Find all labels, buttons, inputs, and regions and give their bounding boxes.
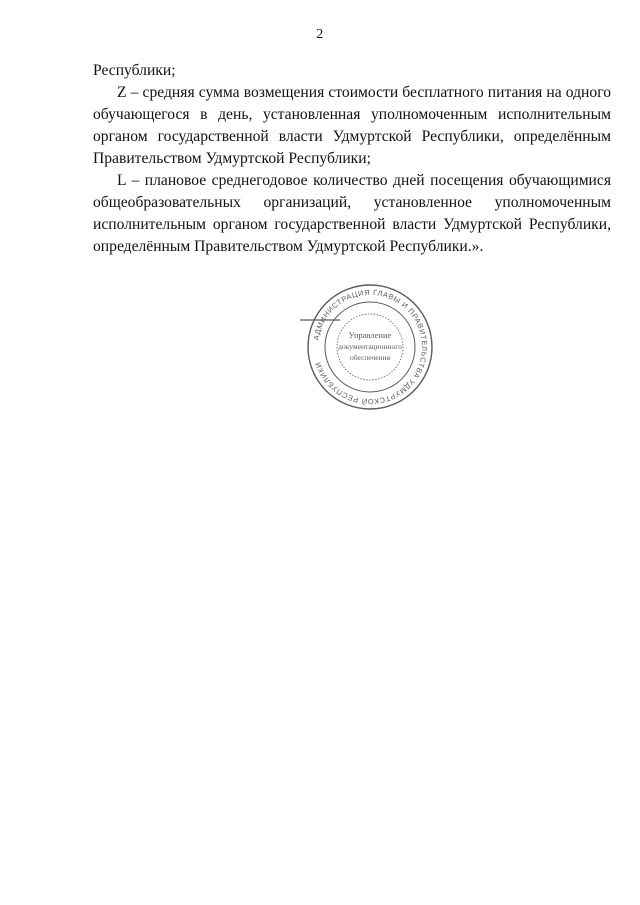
paragraph-l-definition: L – плановое среднегодовое количество дней посещения обучающимися общеобразовательных организаций, установленное уполномоченным исполнительным органом государственной власти Удмуртской Республики, определённым Правительством Удмуртской Республики.». (93, 172, 611, 255)
seal-center-line-1: Управление (348, 330, 392, 340)
paragraph-continuation: Республики; (93, 62, 176, 79)
paragraph-z-definition: Z – средняя сумма возмещения стоимости бесплатного питания на одного обучающегося в день, установленная уполномоченным исполнительным органом государственной власти Удмуртской Республики, определённым Правительством Удмуртской Республики; (93, 84, 611, 167)
seal-graphic (300, 282, 440, 412)
page-number: 2 (316, 27, 324, 42)
seal-center-line-3: обеспечения (349, 353, 391, 362)
seal-ring-text: АДМИНИСТРАЦИЯ ГЛАВЫ И ПРАВИТЕЛЬСТВА УДМУРТСКОЙ РЕСПУБЛИКИ (311, 287, 430, 407)
document-body (93, 60, 611, 258)
seal-center-line-2: документационного (338, 342, 402, 351)
official-seal (300, 282, 440, 412)
